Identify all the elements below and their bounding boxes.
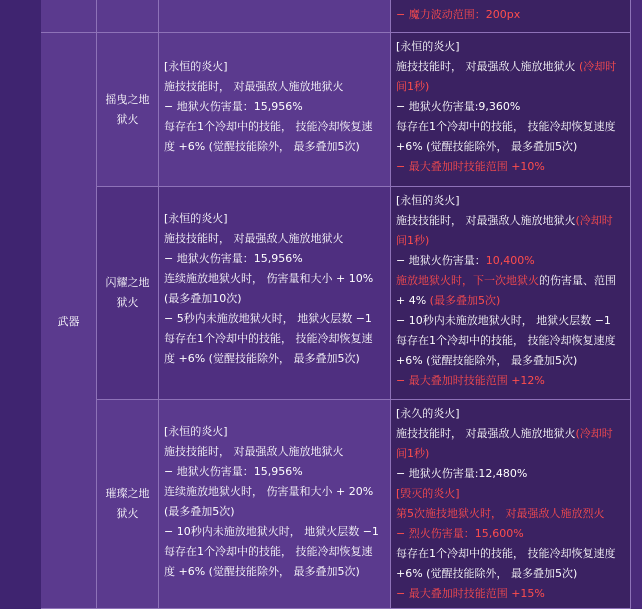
effect-text-segment: [毁灭的炎火] [396, 487, 460, 500]
effect-text-segment: (冷却时 [575, 214, 613, 227]
effect-text-segment: − 10秒内未施放地狱火时， 地狱火层数 −1 [396, 314, 611, 327]
top-name-cell [97, 0, 159, 33]
effect-line [391, 211, 630, 231]
effect-text-segment: 间1秒) [396, 234, 430, 247]
effect-line [391, 37, 630, 57]
effect-text-segment: [永恒的炎火] [396, 40, 460, 53]
effect-text-segment: 施技技能时， 对最强敌人施放地狱火 [396, 60, 579, 73]
effect-text-segment: − 地狱火伤害量:9,360% [396, 100, 521, 113]
effect-text-segment: − 最大叠加时技能范围 +12% [396, 374, 545, 387]
row-3-left-line: − 10秒内未施放地狱火时， 地狱火层数 −1 [164, 525, 379, 538]
row-3-left-line: − 地狱火伤害量：15,956% [164, 465, 303, 478]
category-label: 武器 [57, 314, 80, 328]
effect-line [391, 137, 630, 157]
row-1-left-line: 度 +6% (觉醒技能除外， 最多叠加5次) [164, 140, 360, 153]
effect-text-segment: [永恒的炎火] [396, 194, 460, 207]
effect-text-segment: − 烈火伤害量：15,600% [396, 527, 524, 540]
effect-text-segment: + 4% [396, 294, 430, 307]
effect-text-segment: +6% (觉醒技能除外， 最多叠加5次) [396, 567, 578, 580]
effect-line [391, 464, 630, 484]
row-3-name-cell [97, 400, 159, 609]
effect-text-segment: 间1秒) [396, 80, 430, 93]
category-cell [41, 33, 97, 609]
row-2-right-effect-cell [391, 187, 631, 400]
row-2-left-line: − 5秒内未施放地狱火时， 地狱火层数 −1 [164, 312, 372, 325]
row-3-left-line: [永恒的炎火] [164, 425, 228, 438]
effect-text-segment: [永久的炎火] [396, 407, 460, 420]
effect-line [391, 271, 630, 291]
effect-text-segment: 每存在1个冷却中的技能， 技能冷却恢复速度 [396, 120, 616, 133]
row-1-name-line-1: 摇曳之地 [105, 92, 150, 106]
effect-text-segment: (冷却时 [579, 60, 617, 73]
effect-text-segment: (最多叠加5次) [429, 294, 501, 307]
row-1-left-line: 施技技能时， 对最强敌人施放地狱火 [164, 80, 344, 93]
row-3-name-line-2: 狱火 [116, 507, 139, 520]
top-right-effect-cell [391, 0, 631, 33]
effect-line [391, 371, 630, 391]
effect-line [391, 77, 630, 97]
row-2-name-cell [97, 187, 159, 400]
effect-line [391, 564, 630, 584]
row-2-name-line-2: 狱火 [116, 296, 139, 309]
left-margin-strip [0, 0, 41, 609]
row-2-left-line: 施技技能时， 对最强敌人施放地狱火 [164, 232, 344, 245]
row-2-left-line: [永恒的炎火] [164, 212, 228, 225]
effect-text-segment: 10,400% [485, 254, 535, 267]
row-1-name-line-2: 狱火 [116, 112, 139, 126]
effect-text-segment: 施技技能时， 对最强敌人施放地狱火 [396, 427, 576, 440]
effect-line [391, 311, 630, 331]
row-3-left-line: 每存在1个冷却中的技能， 技能冷却恢复速 [164, 545, 373, 558]
effect-text-segment: 第5次施技地狱火时， 对最强敌人施放烈火 [396, 507, 605, 520]
top-category-cell [41, 0, 97, 33]
top-left-effect-cell [159, 0, 391, 33]
row-3-left-effect-cell [159, 400, 391, 609]
effect-line [391, 57, 630, 77]
effect-text-segment: (冷却时 [575, 427, 613, 440]
row-1-left-effect-cell [159, 33, 391, 187]
row-1-right-effect-cell [391, 33, 631, 187]
row-2-left-line: 连续施放地狱火时， 伤害量和大小 + 10% [164, 272, 374, 285]
row-2-left-line: (最多叠加10次) [164, 292, 242, 305]
row-3-left-line: 施技技能时， 对最强敌人施放地狱火 [164, 445, 344, 458]
effect-text-segment: 施放地狱火时，下一次地狱火 [396, 274, 539, 287]
effect-line [391, 117, 630, 137]
effect-line [391, 331, 630, 351]
row-3-left-line: 连续施放地狱火时， 伤害量和大小 + 20% [164, 485, 374, 498]
top-right-line: − 魔力波动范围：200px [396, 8, 521, 21]
effect-text-segment: − 地狱火伤害量:12,480% [396, 467, 528, 480]
effect-text-segment: 的伤害量、范围 [539, 274, 616, 287]
effect-line [391, 504, 630, 524]
effect-text-segment: 间1秒) [396, 447, 430, 460]
row-3-left-line: 度 +6% (觉醒技能除外， 最多叠加5次) [164, 565, 360, 578]
row-2-name-line-1: 闪耀之地 [105, 276, 150, 289]
effect-line [391, 157, 630, 177]
effect-text-segment: − 地狱火伤害量： [396, 254, 486, 267]
row-2-left-line: 每存在1个冷却中的技能， 技能冷却恢复速 [164, 332, 373, 345]
row-3-left-line: (最多叠加5次) [164, 505, 235, 518]
row-3-name-line-1: 璀璨之地 [105, 487, 150, 500]
effect-line [391, 351, 630, 371]
row-1-left-line: [永恒的炎火] [164, 60, 228, 73]
effect-line [391, 584, 630, 604]
effect-text-segment: +6% (觉醒技能除外， 最多叠加5次) [396, 354, 578, 367]
row-2-left-line: − 地狱火伤害量：15,956% [164, 252, 303, 265]
effect-line [391, 191, 630, 211]
effect-line [391, 251, 630, 271]
effect-text-segment: − 最大叠加时技能范围 +15% [396, 587, 545, 600]
effect-line [391, 484, 630, 504]
effect-line [391, 291, 630, 311]
row-2-left-line: 度 +6% (觉醒技能除外， 最多叠加5次) [164, 352, 360, 365]
effect-line [391, 524, 630, 544]
effect-text-segment: 每存在1个冷却中的技能， 技能冷却恢复速度 [396, 547, 616, 560]
effect-text-segment: 每存在1个冷却中的技能， 技能冷却恢复速度 [396, 334, 616, 347]
effect-line [391, 424, 630, 444]
row-1-left-line: 每存在1个冷却中的技能， 技能冷却恢复速 [164, 120, 373, 133]
effect-line [391, 231, 630, 251]
row-1-left-line: − 地狱火伤害量：15,956% [164, 100, 303, 113]
effect-line [391, 544, 630, 564]
effect-text-segment: − 最大叠加时技能范围 +10% [396, 160, 545, 173]
effect-line [391, 404, 630, 424]
row-2-left-effect-cell [159, 187, 391, 400]
effect-text-segment: 施技技能时， 对最强敌人施放地狱火 [396, 214, 576, 227]
row-1-name-cell [97, 33, 159, 187]
row-3-right-effect-cell [391, 400, 631, 609]
effect-text-segment: +6% (觉醒技能除外， 最多叠加5次) [396, 140, 578, 153]
effect-line [391, 444, 630, 464]
effect-line [391, 97, 630, 117]
